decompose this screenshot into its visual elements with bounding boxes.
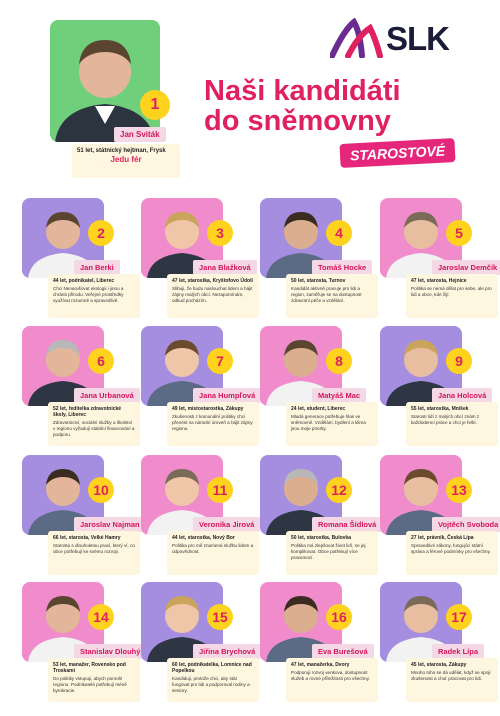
page-title-line2: do sněmovny — [204, 105, 391, 137]
party-label: STAROSTOVÉ — [339, 138, 455, 168]
candidate-card — [380, 582, 498, 707]
slk-logo — [330, 14, 480, 64]
candidate-number-badge: 10 — [88, 477, 114, 503]
person-silhouette-icon — [50, 20, 160, 142]
candidate-name: Vojtěch Svoboda — [432, 517, 500, 532]
candidate-meta: 47 let, manažerka, Dvory — [291, 662, 350, 668]
candidate-meta: 44 let, podnikatel, Liberec — [53, 278, 115, 284]
candidate-meta: 60 let, podnikatelka, Lomnice nad Popelkou — [172, 662, 252, 674]
candidate-name: Jana Humpľová — [193, 388, 261, 403]
candidate-statement: Mnoho toho se dá udělat, když se spojí zkušenosti a chuť pracovat pro lidi. — [411, 670, 491, 681]
candidate-statement: Slibuji, že budu naslouchat lidem a hájit zájmy malých obcí. Nezapomínám, odkud pocházím. — [172, 286, 253, 303]
candidate-name: Jana Urbanová — [74, 388, 140, 403]
candidate-name: Jaroslav Najman — [74, 517, 146, 532]
candidate-info — [286, 658, 378, 702]
candidate-number-badge: 9 — [446, 348, 472, 374]
candidate-statement: Politika má zlepšovat život lidí, ne jej komplikovat. Obce potřebují více pravomocí. — [291, 543, 366, 560]
page-title — [204, 76, 401, 136]
candidate-info — [167, 274, 259, 318]
page-title-line1: Naši kandidáti — [204, 75, 401, 107]
candidate-statement: Do politiky vstupuji, abych pomohl regionu. Podnikatelé potřebují méně byrokracie. — [53, 676, 127, 693]
slk-logo-mark-icon — [330, 18, 386, 58]
candidate-number-badge: 6 — [88, 348, 114, 374]
candidate-meta: 53 let, manažer, Rovensko pod Troskami — [53, 662, 126, 674]
candidate-name: Radek Lípa — [432, 644, 484, 659]
candidate-info — [167, 531, 259, 575]
candidate-number-badge: 7 — [207, 348, 233, 374]
candidate-name: Jan Berki — [74, 260, 120, 275]
candidate-meta: 50 let, starosta, Turnov — [291, 278, 346, 284]
candidate-meta: 24 let, student, Liberec — [291, 406, 346, 412]
candidate-number-badge: 4 — [326, 220, 352, 246]
candidate-name: Tomáš Hocke — [312, 260, 372, 275]
candidate-name: Jiřina Brychová — [193, 644, 261, 659]
candidate-name: Jana Blažková — [193, 260, 257, 275]
candidate-statement: Kandiduji, protože chci, aby stát fungoval pro lidi a podporoval rodiny a seniory. — [172, 676, 250, 693]
candidate-statement: Spravedlivé zákony, fungující státní správa a férové podmínky pro všechny. — [411, 543, 491, 554]
candidate-statement: Kandidát aktivně pracuje pro lidi a region, zaměřuje se na dostupnost zdravotní péče a vzdělání. — [291, 286, 362, 303]
candidate-meta: 44 let, starostka, Nový Bor — [172, 535, 235, 541]
candidate-meta: 66 let, starosta, Velké Hamry — [53, 535, 121, 541]
candidate-meta: 47 let, starostka, Kryštofovo Údolí — [172, 278, 253, 284]
candidate-card — [141, 455, 259, 580]
candidate-number-badge: 16 — [326, 604, 352, 630]
candidate-meta: 52 let, ředitelka zdravotnické školy, Liberec — [53, 406, 122, 418]
candidate-info — [48, 531, 140, 575]
candidate-name: Jana Holcová — [432, 388, 492, 403]
candidate-name: Matyáš Mac — [312, 388, 366, 403]
candidate-card — [260, 198, 378, 323]
candidate-info — [48, 658, 140, 702]
candidate-meta: 49 let, místostarostka, Zákupy — [172, 406, 244, 412]
candidate-name: Veronika Jirová — [193, 517, 260, 532]
candidate-card — [22, 198, 140, 323]
candidate-name: Jaroslav Demčík — [432, 260, 500, 275]
candidate-number-badge: 2 — [88, 220, 114, 246]
candidate-card — [22, 326, 140, 451]
candidate-info — [286, 531, 378, 575]
candidate-name: Stanislav Dlouhý — [74, 644, 146, 659]
candidate-photo — [50, 20, 160, 142]
candidate-meta: 45 let, starosta, Zákupy — [411, 662, 467, 668]
candidate-name: Jan Sviták — [114, 127, 166, 142]
candidate-card — [380, 455, 498, 580]
candidate-info — [406, 274, 498, 318]
candidate-meta: 55 let, starostka, Mníšek — [411, 406, 469, 412]
candidate-meta: 47 let, starosta, Hejnice — [411, 278, 467, 284]
candidate-statement: Mladá generace potřebuje hlas ve sněmovně. Vzdělání, bydlení a klima jsou moje priority. — [291, 414, 366, 431]
candidate-card — [141, 198, 259, 323]
candidate-number-badge: 13 — [446, 477, 472, 503]
candidate-card — [260, 582, 378, 707]
candidate-number-badge: 1 — [140, 90, 170, 120]
candidate-number-badge: 12 — [326, 477, 352, 503]
candidate-card — [380, 326, 498, 451]
candidate-statement: Zkušenosti z komunální politiky chci přenést na národní úroveň a hájit zájmy regionu. — [172, 414, 253, 431]
candidate-card — [260, 455, 378, 580]
candidate-statement: Starosta s dlouholetou praxí, který ví, co obce potřebují ke svému rozvoji. — [53, 543, 135, 554]
candidate-card — [380, 198, 498, 323]
candidate-meta: 51 let, státnický hejtman, Frysk — [77, 148, 166, 154]
logo-text: SLK — [386, 20, 449, 57]
candidate-info — [406, 531, 498, 575]
candidate-number-badge: 17 — [446, 604, 472, 630]
candidate-number-badge: 8 — [326, 348, 352, 374]
candidate-card — [22, 455, 140, 580]
candidate-statement: Starosti lidí z malých obcí znám z každodenní práce a chci je řešit. — [411, 414, 480, 425]
candidate-info — [167, 658, 259, 702]
candidate-info — [72, 144, 180, 178]
candidate-statement: Chci Nenarušovat ekologii i jinou a chránit přírodu. Veřejné prostředky využívat rozumně a spravedlivě. — [53, 286, 124, 303]
candidate-card — [22, 582, 140, 707]
candidate-meta: 27 let, právník, Česká Lípa — [411, 535, 474, 541]
candidate-info — [406, 402, 498, 446]
candidate-meta: 50 let, starostka, Bulovka — [291, 535, 352, 541]
candidate-card — [141, 326, 259, 451]
candidate-info — [286, 402, 378, 446]
candidate-number-badge: 5 — [446, 220, 472, 246]
candidate-info — [286, 274, 378, 318]
candidate-statement: Politika se nemá dělat pro sebe, ale pro lidi a obce, kde žijí. — [411, 286, 492, 297]
candidate-info — [48, 402, 140, 446]
candidate-card-lead — [50, 20, 210, 180]
candidate-statement: Politika pro mě znamená službu lidem a odpovědnost. — [172, 543, 254, 554]
candidate-card — [141, 582, 259, 707]
candidate-number-badge: 3 — [207, 220, 233, 246]
candidate-info — [406, 658, 498, 702]
candidate-statement: Podporuji rozvoj venkova, dostupnost služeb a rovné příležitosti pro všechny. — [291, 670, 370, 681]
candidate-number-badge: 14 — [88, 604, 114, 630]
candidate-number-badge: 11 — [207, 477, 233, 503]
candidate-card — [260, 326, 378, 451]
candidate-name: Romana Šídlová — [312, 517, 382, 532]
candidate-statement: Zdravotnictví, sociální služby a školství v regionu vyžadují stabilní financování a podporu. — [53, 420, 135, 437]
candidate-info — [48, 274, 140, 318]
candidate-number-badge: 15 — [207, 604, 233, 630]
candidate-name: Eva Burešová — [312, 644, 374, 659]
candidate-motto: Jedu fér — [110, 155, 142, 164]
candidate-info — [167, 402, 259, 446]
